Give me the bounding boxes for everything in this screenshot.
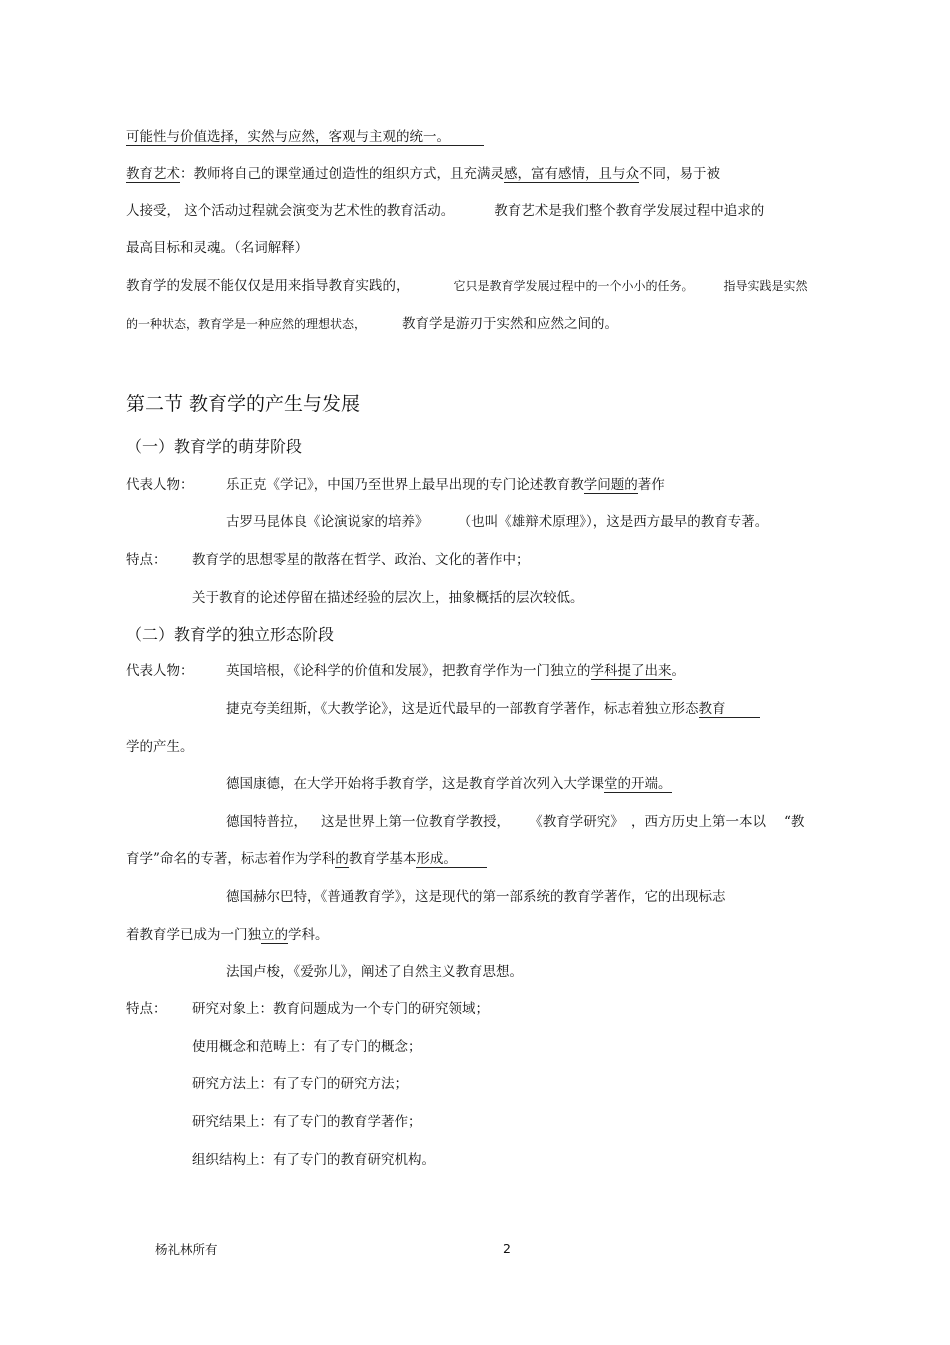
text-line — [226, 700, 760, 718]
text-segment: 教育学的发展不能仅仅是用来指导教育实践的， — [126, 278, 410, 294]
text-line: 最高目标和灵魂。（名词解释） — [126, 240, 309, 256]
text-segment: ，西方历史上第一本以 — [631, 814, 766, 830]
text-segment: 育学”命名的专著，标志着作为学科 — [126, 851, 336, 867]
text-line: 教育学的思想零星的散落在哲学、政治、文化的著作中； — [192, 552, 530, 568]
text-line: 法国卢梭，《爱弥儿》，阐述了自然主义教育思想。 — [226, 964, 523, 980]
text-segment: 德国康德，在大学开始将手教育学，这是教育学首次列入大学课 — [226, 776, 604, 792]
subsection-title: （一）教育学的萌芽阶段 — [126, 437, 303, 456]
text-segment: 它只是教育学发展过程中的一个小小的任务。 — [453, 279, 694, 293]
text-line: 关于教育的论述停留在描述经验的层次上，抽象概括的层次较低。 — [192, 590, 584, 606]
definition-text: 不同，易于被 — [639, 166, 720, 182]
section-title: 第二节 教育学的产生与发展 — [126, 393, 361, 415]
text-segment: 着教育学已成为一门独 — [126, 927, 261, 943]
feature-item: 组织结构上：有了专门的教育研究机构。 — [192, 1152, 435, 1168]
text-segment: 古罗马昆体良《论演说家的培养》 — [226, 514, 429, 530]
label-features: 特点： — [126, 1001, 167, 1017]
feature-item: 研究对象上：教育问题成为一个专门的研究领域； — [192, 1001, 489, 1017]
feature-item: 使用概念和范畴上：有了专门的概念； — [192, 1039, 422, 1055]
text-segment: （也叫《雄辩术原理》），这是西方最早的教育专著。 — [464, 514, 769, 530]
underlined-text: 学问题的 — [583, 477, 638, 493]
text-segment: 这是世界上第一位教育学教授， — [321, 814, 510, 830]
underlined-text: 的 — [335, 851, 349, 867]
underlined-text: 形成。 — [416, 851, 487, 868]
text-segment: 的一种状态，教育学是一种应然的理想状态， — [126, 317, 367, 331]
text-segment: 乐正克《学记》，中国乃至世界上最早出现的专门论述教育教 — [226, 477, 584, 493]
text-segment: 著作 — [637, 477, 665, 493]
underlined-text: 感，富有 — [504, 166, 558, 182]
page-number: 2 — [503, 1241, 511, 1256]
text-line — [126, 202, 764, 220]
text-line — [126, 926, 329, 944]
text-segment: 。 — [671, 663, 685, 679]
underlined-text: 立的 — [261, 927, 288, 943]
text-segment: 捷克夸美纽斯，《大教学论》，这是近代最早的一部教育学著作，标志着独立形态 — [226, 701, 699, 717]
text-segment: 教育学基本 — [348, 851, 417, 867]
text-line — [126, 128, 484, 146]
text-line — [226, 662, 685, 680]
label-features: 特点： — [126, 552, 167, 568]
text-line — [226, 476, 665, 494]
label-representatives: 代表人物： — [126, 477, 194, 493]
text-line — [126, 277, 808, 295]
text-line: 德国赫尔巴特，《普通教育学》，这是现代的第一部系统的教育学著作，它的出现标志 — [226, 889, 726, 905]
underlined-text: 学科提了出来 — [590, 663, 672, 679]
text-segment: “教 — [784, 814, 805, 830]
text-line — [126, 850, 487, 868]
text-segment: 教育学是游刃于实然和应然之间的。 — [402, 316, 619, 332]
underlined-text: 且与众 — [598, 166, 639, 182]
text-segment: 教育艺术是我们整个教育学发展过程中追求的 — [494, 203, 765, 219]
label-representatives: 代表人物： — [126, 663, 194, 679]
text-line — [126, 315, 618, 333]
text-line — [226, 813, 804, 831]
underlined-text: 堂的开端。 — [604, 776, 672, 792]
text-line — [226, 513, 768, 531]
text-segment: 英国培根，《论科学的价值和发展》，把教育学作为一门独立的 — [226, 663, 591, 679]
text-segment: 学科。 — [288, 927, 329, 943]
definition-line — [126, 165, 720, 183]
text-line — [226, 775, 672, 793]
text-segment: 德国特普拉， — [226, 814, 307, 830]
underlined-text: 可能性与价值选择，实然与应然，客观与主观的统一。 — [126, 129, 484, 146]
definition-text: ：教师将自己的课堂通过创造性的组织方式，且充满灵 — [180, 166, 504, 182]
footer-owner: 杨礼林所有 — [155, 1242, 218, 1257]
text-line: 学的产生。 — [126, 739, 194, 755]
underlined-text: 教育 — [699, 701, 760, 718]
feature-item: 研究结果上：有了专门的教育学著作； — [192, 1114, 422, 1130]
term-education-art: 教育艺术 — [126, 166, 180, 182]
book-title: 《教育学研究》 — [536, 814, 617, 830]
underlined-text: 感情， — [558, 166, 599, 182]
text-segment: 人接受， 这个活动过程就会演变为艺术性的教育活动。 — [126, 203, 455, 219]
text-segment: 指导实践是实然 — [723, 279, 808, 293]
subsection-title: （二）教育学的独立形态阶段 — [126, 625, 335, 644]
feature-item: 研究方法上：有了专门的研究方法； — [192, 1076, 408, 1092]
